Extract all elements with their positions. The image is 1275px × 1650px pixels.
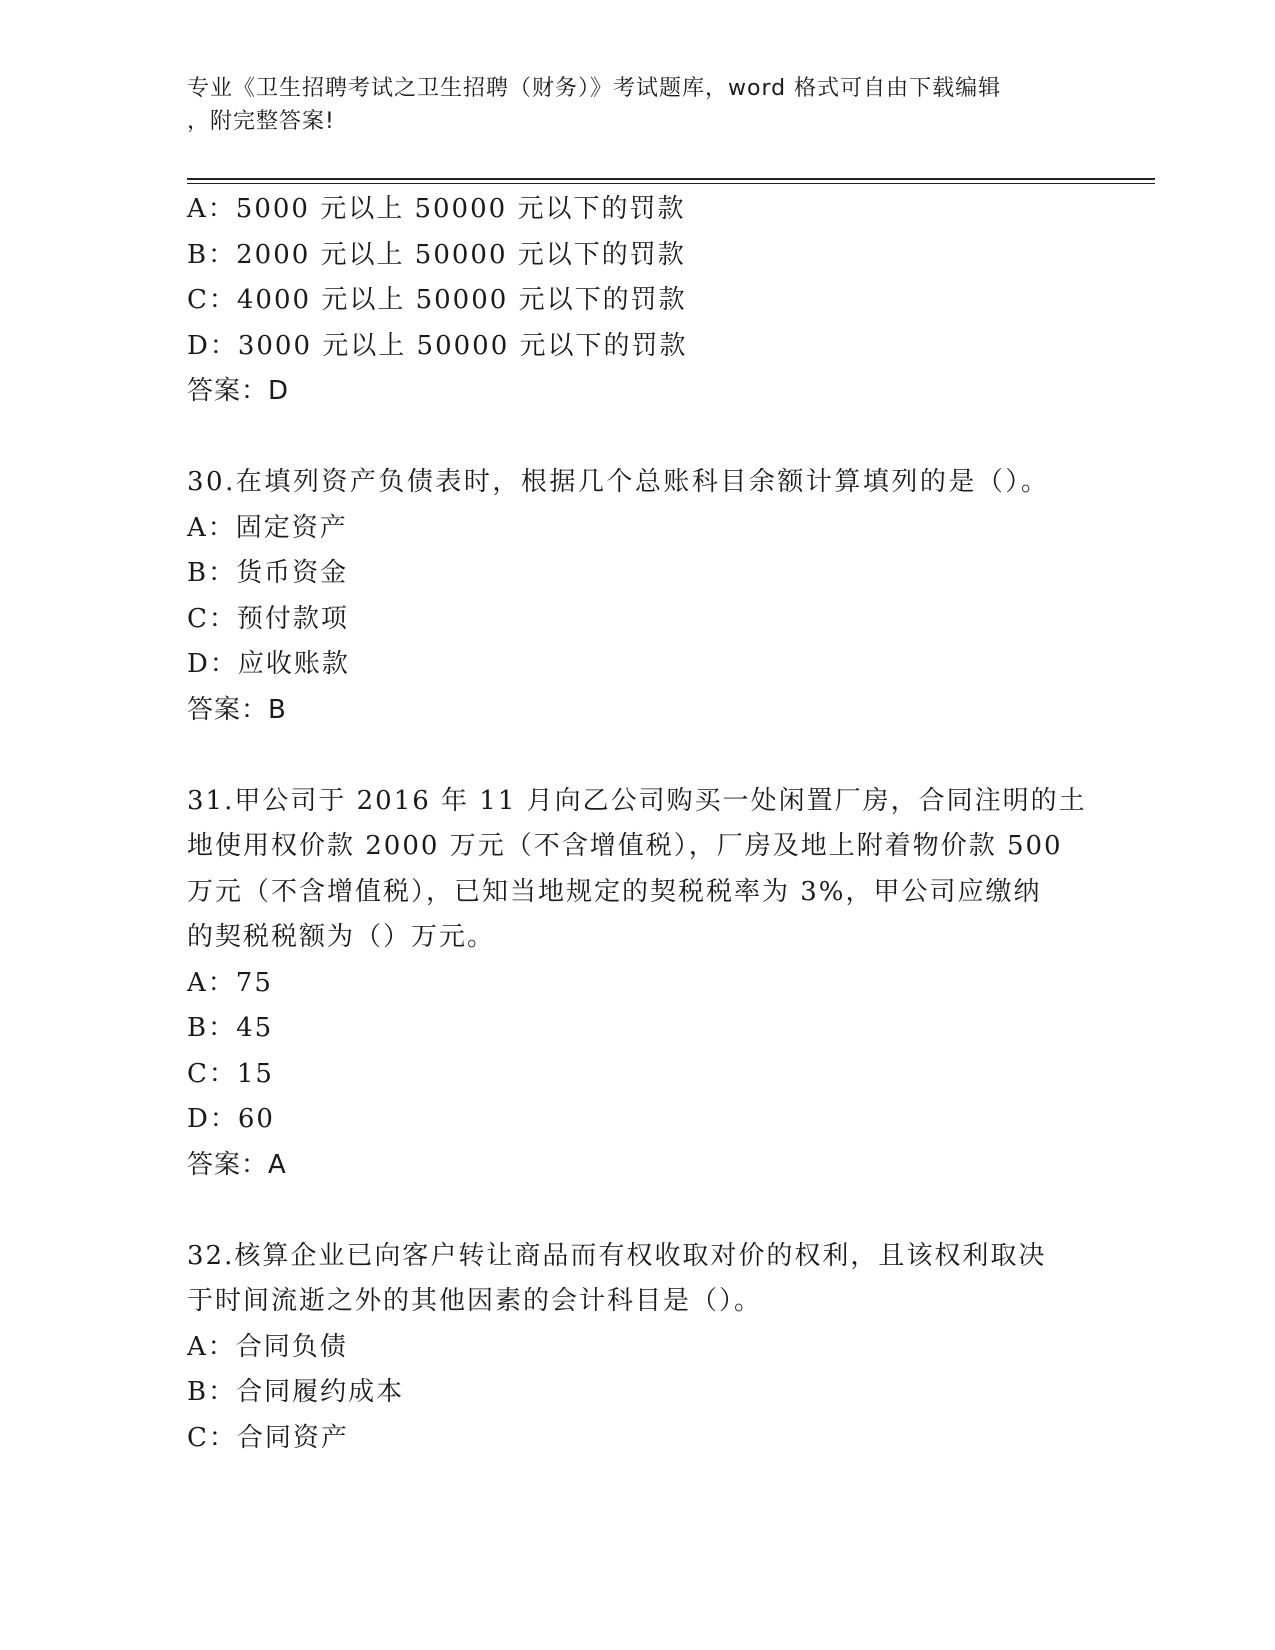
question-stem-line: 31.甲公司于 2016 年 11 月向乙公司购买一处闲置厂房，合同注明的土: [187, 785, 1087, 816]
question-stem-line: 万元（不含增值税），已知当地规定的契税税率为 3%，甲公司应缴纳: [187, 876, 1042, 907]
option-c: C：预付款项: [187, 603, 349, 634]
question-stem: 30.在填列资产负债表时，根据几个总账科目余额计算填列的是（）。: [187, 467, 1050, 497]
option-a: A：75: [187, 967, 273, 998]
option-d: D：3000 元以上 50000 元以下的罚款: [187, 330, 688, 361]
question-stem-line: 地使用权价款 2000 万元（不含增值税），厂房及地上附着物价款 500: [187, 831, 1063, 861]
option-b: B：合同履约成本: [187, 1377, 405, 1407]
question-content: [187, 187, 1087, 1461]
header-divider-thin: [187, 183, 1155, 184]
spacer: [187, 733, 1077, 779]
header-line-1: 专业《卫生招聘考试之卫生招聘（财务）》考试题库，word 格式可自由下载编辑: [187, 76, 1002, 101]
option-c: C：4000 元以上 50000 元以下的罚款: [187, 285, 687, 315]
spacer: [187, 1188, 1077, 1234]
document-header: [187, 72, 1067, 138]
question-stem-line: 的契税税额为（）万元。: [187, 922, 496, 952]
header-line-2: ，附完整答案!: [187, 109, 335, 134]
option-a: A：5000 元以上 50000 元以下的罚款: [187, 194, 686, 224]
spacer: [187, 415, 1077, 461]
question-32-block: [187, 1234, 1077, 1462]
question-stem-line: 于时间流逝之外的其他因素的会计科目是（）。: [187, 1286, 763, 1316]
answer-line: 答案：D: [187, 376, 290, 406]
option-b: B：45: [187, 1013, 274, 1043]
question-stem-line: 32.核算企业已向客户转让商品而有权收取对价的权利，且该权利取决: [187, 1240, 1047, 1271]
option-a: A：合同负债: [187, 1331, 348, 1362]
option-d: D：60: [187, 1104, 275, 1134]
option-b: B：2000 元以上 50000 元以下的罚款: [187, 239, 686, 270]
question-30-block: [187, 460, 1077, 733]
option-c: C：合同资产: [187, 1422, 349, 1453]
option-a: A：固定资产: [187, 512, 348, 543]
answer-line: 答案：B: [187, 694, 287, 725]
question-29-block: [187, 187, 1077, 415]
answer-line: 答案：A: [187, 1149, 287, 1180]
question-31-block: [187, 779, 1087, 1189]
option-c: C：15: [187, 1058, 274, 1089]
option-b: B：货币资金: [187, 558, 349, 588]
option-d: D：应收账款: [187, 649, 350, 679]
header-divider-thick: [187, 178, 1155, 180]
